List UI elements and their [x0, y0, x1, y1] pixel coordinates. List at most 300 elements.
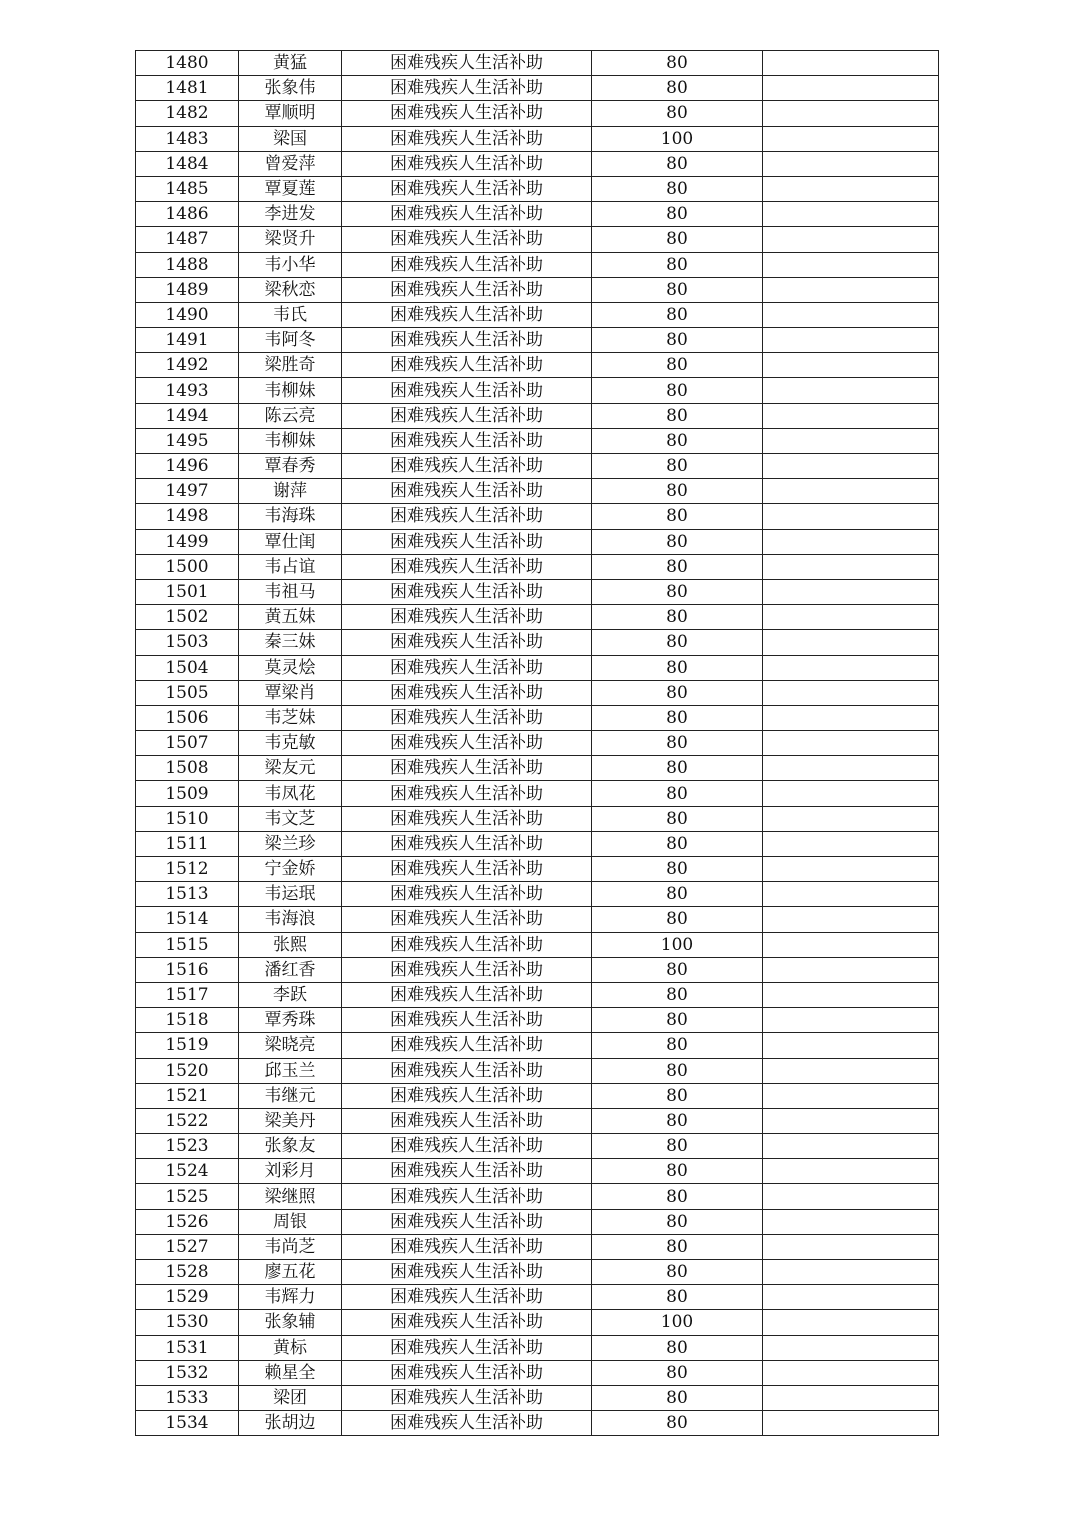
- row-number-cell: 1499: [136, 529, 239, 554]
- note-cell: [763, 504, 939, 529]
- subsidy-type-cell: 困难残疾人生活补助: [342, 428, 592, 453]
- row-number-cell: 1522: [136, 1108, 239, 1133]
- amount-cell: 80: [592, 982, 763, 1007]
- amount-cell: 80: [592, 529, 763, 554]
- amount-cell: 80: [592, 554, 763, 579]
- subsidy-type-cell: 困难残疾人生活补助: [342, 907, 592, 932]
- subsidy-type-cell: 困难残疾人生活补助: [342, 731, 592, 756]
- note-cell: [763, 705, 939, 730]
- table-row: [136, 781, 939, 806]
- name-cell: 梁晓亮: [239, 1033, 342, 1058]
- note-cell: [763, 831, 939, 856]
- subsidy-type-cell: 困难残疾人生活补助: [342, 1234, 592, 1259]
- table-row: [136, 176, 939, 201]
- table-row: [136, 705, 939, 730]
- name-cell: 黄五妹: [239, 605, 342, 630]
- subsidy-type-cell: 困难残疾人生活补助: [342, 101, 592, 126]
- note-cell: [763, 882, 939, 907]
- amount-cell: 80: [592, 454, 763, 479]
- table-row: [136, 907, 939, 932]
- name-cell: 韦芝妹: [239, 705, 342, 730]
- note-cell: [763, 151, 939, 176]
- name-cell: 梁胜奇: [239, 353, 342, 378]
- row-number-cell: 1501: [136, 579, 239, 604]
- subsidy-sheet: [135, 50, 939, 1436]
- row-number-cell: 1518: [136, 1008, 239, 1033]
- note-cell: [763, 806, 939, 831]
- table-row: [136, 554, 939, 579]
- table-row: [136, 882, 939, 907]
- table-row: [136, 605, 939, 630]
- row-number-cell: 1520: [136, 1058, 239, 1083]
- subsidy-type-cell: 困难残疾人生活补助: [342, 1385, 592, 1410]
- amount-cell: 80: [592, 1159, 763, 1184]
- name-cell: 覃仕闺: [239, 529, 342, 554]
- name-cell: 梁贤升: [239, 227, 342, 252]
- note-cell: [763, 529, 939, 554]
- row-number-cell: 1528: [136, 1260, 239, 1285]
- table-row: [136, 1360, 939, 1385]
- name-cell: 韦海珠: [239, 504, 342, 529]
- subsidy-type-cell: 困难残疾人生活补助: [342, 857, 592, 882]
- row-number-cell: 1504: [136, 655, 239, 680]
- amount-cell: 80: [592, 1008, 763, 1033]
- note-cell: [763, 353, 939, 378]
- table-row: [136, 806, 939, 831]
- row-number-cell: 1495: [136, 428, 239, 453]
- note-cell: [763, 1058, 939, 1083]
- amount-cell: 80: [592, 579, 763, 604]
- name-cell: 宁金娇: [239, 857, 342, 882]
- table-row: [136, 378, 939, 403]
- row-number-cell: 1531: [136, 1335, 239, 1360]
- note-cell: [763, 1159, 939, 1184]
- table-row: [136, 101, 939, 126]
- note-cell: [763, 1260, 939, 1285]
- table-row: [136, 1159, 939, 1184]
- amount-cell: 80: [592, 731, 763, 756]
- subsidy-type-cell: 困难残疾人生活补助: [342, 176, 592, 201]
- subsidy-type-cell: 困难残疾人生活补助: [342, 151, 592, 176]
- subsidy-type-cell: 困难残疾人生活补助: [342, 1310, 592, 1335]
- name-cell: 韦尚芝: [239, 1234, 342, 1259]
- name-cell: 梁继照: [239, 1184, 342, 1209]
- subsidy-type-cell: 困难残疾人生活补助: [342, 806, 592, 831]
- note-cell: [763, 781, 939, 806]
- name-cell: 韦克敏: [239, 731, 342, 756]
- row-number-cell: 1485: [136, 176, 239, 201]
- row-number-cell: 1483: [136, 126, 239, 151]
- row-number-cell: 1480: [136, 51, 239, 76]
- row-number-cell: 1512: [136, 857, 239, 882]
- name-cell: 梁美丹: [239, 1108, 342, 1133]
- row-number-cell: 1519: [136, 1033, 239, 1058]
- subsidy-type-cell: 困难残疾人生活补助: [342, 1108, 592, 1133]
- table-row: [136, 403, 939, 428]
- subsidy-type-cell: 困难残疾人生活补助: [342, 1134, 592, 1159]
- table-row: [136, 353, 939, 378]
- table-row: [136, 328, 939, 353]
- name-cell: 梁兰珍: [239, 831, 342, 856]
- subsidy-type-cell: 困难残疾人生活补助: [342, 1209, 592, 1234]
- note-cell: [763, 403, 939, 428]
- table-row: [136, 126, 939, 151]
- name-cell: 覃梁肖: [239, 680, 342, 705]
- name-cell: 莫灵烩: [239, 655, 342, 680]
- name-cell: 张象友: [239, 1134, 342, 1159]
- subsidy-type-cell: 困难残疾人生活补助: [342, 403, 592, 428]
- note-cell: [763, 1411, 939, 1436]
- row-number-cell: 1530: [136, 1310, 239, 1335]
- table-row: [136, 857, 939, 882]
- name-cell: 黄猛: [239, 51, 342, 76]
- amount-cell: 80: [592, 202, 763, 227]
- amount-cell: 80: [592, 1134, 763, 1159]
- row-number-cell: 1502: [136, 605, 239, 630]
- subsidy-type-cell: 困难残疾人生活补助: [342, 1083, 592, 1108]
- amount-cell: 80: [592, 252, 763, 277]
- row-number-cell: 1484: [136, 151, 239, 176]
- table-row: [136, 1083, 939, 1108]
- row-number-cell: 1492: [136, 353, 239, 378]
- subsidy-type-cell: 困难残疾人生活补助: [342, 1335, 592, 1360]
- subsidy-type-cell: 困难残疾人生活补助: [342, 756, 592, 781]
- row-number-cell: 1514: [136, 907, 239, 932]
- note-cell: [763, 655, 939, 680]
- subsidy-type-cell: 困难残疾人生活补助: [342, 882, 592, 907]
- table-row: [136, 479, 939, 504]
- amount-cell: 80: [592, 101, 763, 126]
- table-row: [136, 1058, 939, 1083]
- name-cell: 张胡边: [239, 1411, 342, 1436]
- subsidy-type-cell: 困难残疾人生活补助: [342, 1411, 592, 1436]
- name-cell: 梁国: [239, 126, 342, 151]
- name-cell: 覃秀珠: [239, 1008, 342, 1033]
- row-number-cell: 1487: [136, 227, 239, 252]
- subsidy-type-cell: 困难残疾人生活补助: [342, 1058, 592, 1083]
- name-cell: 覃夏莲: [239, 176, 342, 201]
- subsidy-type-cell: 困难残疾人生活补助: [342, 957, 592, 982]
- subsidy-type-cell: 困难残疾人生活补助: [342, 378, 592, 403]
- amount-cell: 80: [592, 328, 763, 353]
- note-cell: [763, 277, 939, 302]
- amount-cell: 80: [592, 176, 763, 201]
- name-cell: 韦阿冬: [239, 328, 342, 353]
- note-cell: [763, 428, 939, 453]
- subsidy-type-cell: 困难残疾人生活补助: [342, 51, 592, 76]
- row-number-cell: 1498: [136, 504, 239, 529]
- note-cell: [763, 907, 939, 932]
- note-cell: [763, 731, 939, 756]
- note-cell: [763, 378, 939, 403]
- table-row: [136, 655, 939, 680]
- row-number-cell: 1526: [136, 1209, 239, 1234]
- table-row: [136, 1260, 939, 1285]
- name-cell: 梁友元: [239, 756, 342, 781]
- note-cell: [763, 1310, 939, 1335]
- amount-cell: 80: [592, 831, 763, 856]
- name-cell: 周银: [239, 1209, 342, 1234]
- row-number-cell: 1524: [136, 1159, 239, 1184]
- amount-cell: 80: [592, 1209, 763, 1234]
- subsidy-type-cell: 困难残疾人生活补助: [342, 1033, 592, 1058]
- note-cell: [763, 202, 939, 227]
- amount-cell: 80: [592, 756, 763, 781]
- name-cell: 梁秋恋: [239, 277, 342, 302]
- table-row: [136, 1285, 939, 1310]
- amount-cell: 80: [592, 957, 763, 982]
- subsidy-type-cell: 困难残疾人生活补助: [342, 605, 592, 630]
- table-row: [136, 1411, 939, 1436]
- note-cell: [763, 857, 939, 882]
- subsidy-type-cell: 困难残疾人生活补助: [342, 76, 592, 101]
- row-number-cell: 1500: [136, 554, 239, 579]
- name-cell: 张象伟: [239, 76, 342, 101]
- amount-cell: 80: [592, 1033, 763, 1058]
- table-row: [136, 1234, 939, 1259]
- amount-cell: 80: [592, 504, 763, 529]
- amount-cell: 80: [592, 1285, 763, 1310]
- name-cell: 梁团: [239, 1385, 342, 1410]
- row-number-cell: 1493: [136, 378, 239, 403]
- table-row: [136, 454, 939, 479]
- subsidy-type-cell: 困难残疾人生活补助: [342, 479, 592, 504]
- row-number-cell: 1482: [136, 101, 239, 126]
- amount-cell: 80: [592, 630, 763, 655]
- table-row: [136, 579, 939, 604]
- table-row: [136, 76, 939, 101]
- subsidy-type-cell: 困难残疾人生活补助: [342, 504, 592, 529]
- row-number-cell: 1532: [136, 1360, 239, 1385]
- table-row: [136, 630, 939, 655]
- table-row: [136, 151, 939, 176]
- note-cell: [763, 1285, 939, 1310]
- amount-cell: 80: [592, 1108, 763, 1133]
- amount-cell: 80: [592, 680, 763, 705]
- table-row: [136, 680, 939, 705]
- subsidy-type-cell: 困难残疾人生活补助: [342, 655, 592, 680]
- subsidy-type-cell: 困难残疾人生活补助: [342, 328, 592, 353]
- note-cell: [763, 957, 939, 982]
- row-number-cell: 1533: [136, 1385, 239, 1410]
- amount-cell: 80: [592, 1234, 763, 1259]
- amount-cell: 80: [592, 1385, 763, 1410]
- name-cell: 刘彩月: [239, 1159, 342, 1184]
- table-row: [136, 982, 939, 1007]
- amount-cell: 80: [592, 227, 763, 252]
- row-number-cell: 1494: [136, 403, 239, 428]
- name-cell: 韦小华: [239, 252, 342, 277]
- row-number-cell: 1525: [136, 1184, 239, 1209]
- note-cell: [763, 328, 939, 353]
- row-number-cell: 1481: [136, 76, 239, 101]
- subsidy-type-cell: 困难残疾人生活补助: [342, 1285, 592, 1310]
- note-cell: [763, 1083, 939, 1108]
- amount-cell: 80: [592, 151, 763, 176]
- note-cell: [763, 1234, 939, 1259]
- note-cell: [763, 1335, 939, 1360]
- note-cell: [763, 630, 939, 655]
- name-cell: 韦占谊: [239, 554, 342, 579]
- amount-cell: 80: [592, 907, 763, 932]
- subsidy-type-cell: 困难残疾人生活补助: [342, 932, 592, 957]
- amount-cell: 80: [592, 605, 763, 630]
- note-cell: [763, 1108, 939, 1133]
- table-row: [136, 51, 939, 76]
- note-cell: [763, 76, 939, 101]
- subsidy-type-cell: 困难残疾人生活补助: [342, 781, 592, 806]
- note-cell: [763, 1360, 939, 1385]
- table-row: [136, 227, 939, 252]
- table-row: [136, 1108, 939, 1133]
- amount-cell: 80: [592, 655, 763, 680]
- table-row: [136, 302, 939, 327]
- name-cell: 谢萍: [239, 479, 342, 504]
- table-body: [136, 51, 939, 1436]
- table-row: [136, 277, 939, 302]
- name-cell: 廖五花: [239, 1260, 342, 1285]
- row-number-cell: 1523: [136, 1134, 239, 1159]
- amount-cell: 80: [592, 1058, 763, 1083]
- amount-cell: 100: [592, 126, 763, 151]
- amount-cell: 100: [592, 932, 763, 957]
- note-cell: [763, 680, 939, 705]
- amount-cell: 80: [592, 51, 763, 76]
- row-number-cell: 1491: [136, 328, 239, 353]
- subsidy-type-cell: 困难残疾人生活补助: [342, 630, 592, 655]
- row-number-cell: 1510: [136, 806, 239, 831]
- row-number-cell: 1508: [136, 756, 239, 781]
- note-cell: [763, 51, 939, 76]
- row-number-cell: 1534: [136, 1411, 239, 1436]
- name-cell: 韦运珉: [239, 882, 342, 907]
- subsidy-type-cell: 困难残疾人生活补助: [342, 227, 592, 252]
- note-cell: [763, 126, 939, 151]
- table-row: [136, 1134, 939, 1159]
- note-cell: [763, 1184, 939, 1209]
- amount-cell: 80: [592, 76, 763, 101]
- note-cell: [763, 176, 939, 201]
- subsidy-type-cell: 困难残疾人生活补助: [342, 680, 592, 705]
- table-row: [136, 756, 939, 781]
- note-cell: [763, 579, 939, 604]
- row-number-cell: 1516: [136, 957, 239, 982]
- table-row: [136, 1385, 939, 1410]
- subsidy-type-cell: 困难残疾人生活补助: [342, 1159, 592, 1184]
- name-cell: 韦凤花: [239, 781, 342, 806]
- name-cell: 张象辅: [239, 1310, 342, 1335]
- amount-cell: 80: [592, 1184, 763, 1209]
- subsidy-type-cell: 困难残疾人生活补助: [342, 454, 592, 479]
- subsidy-type-cell: 困难残疾人生活补助: [342, 277, 592, 302]
- subsidy-type-cell: 困难残疾人生活补助: [342, 252, 592, 277]
- subsidy-type-cell: 困难残疾人生活补助: [342, 1008, 592, 1033]
- row-number-cell: 1497: [136, 479, 239, 504]
- row-number-cell: 1507: [136, 731, 239, 756]
- amount-cell: 80: [592, 857, 763, 882]
- row-number-cell: 1496: [136, 454, 239, 479]
- subsidy-type-cell: 困难残疾人生活补助: [342, 353, 592, 378]
- subsidy-type-cell: 困难残疾人生活补助: [342, 302, 592, 327]
- row-number-cell: 1489: [136, 277, 239, 302]
- name-cell: 韦柳妹: [239, 428, 342, 453]
- amount-cell: 80: [592, 705, 763, 730]
- name-cell: 李进发: [239, 202, 342, 227]
- amount-cell: 80: [592, 479, 763, 504]
- table-row: [136, 428, 939, 453]
- amount-cell: 80: [592, 1335, 763, 1360]
- note-cell: [763, 1134, 939, 1159]
- row-number-cell: 1527: [136, 1234, 239, 1259]
- note-cell: [763, 479, 939, 504]
- name-cell: 韦海浪: [239, 907, 342, 932]
- table-row: [136, 529, 939, 554]
- row-number-cell: 1529: [136, 1285, 239, 1310]
- amount-cell: 80: [592, 882, 763, 907]
- amount-cell: 80: [592, 781, 763, 806]
- row-number-cell: 1488: [136, 252, 239, 277]
- subsidy-type-cell: 困难残疾人生活补助: [342, 579, 592, 604]
- note-cell: [763, 605, 939, 630]
- subsidy-type-cell: 困难残疾人生活补助: [342, 1184, 592, 1209]
- name-cell: 张熙: [239, 932, 342, 957]
- amount-cell: 80: [592, 277, 763, 302]
- table-row: [136, 504, 939, 529]
- row-number-cell: 1505: [136, 680, 239, 705]
- amount-cell: 80: [592, 1360, 763, 1385]
- subsidy-type-cell: 困难残疾人生活补助: [342, 982, 592, 1007]
- table-row: [136, 932, 939, 957]
- row-number-cell: 1509: [136, 781, 239, 806]
- name-cell: 陈云亮: [239, 403, 342, 428]
- row-number-cell: 1503: [136, 630, 239, 655]
- name-cell: 邱玉兰: [239, 1058, 342, 1083]
- amount-cell: 80: [592, 403, 763, 428]
- name-cell: 覃顺明: [239, 101, 342, 126]
- subsidy-type-cell: 困难残疾人生活补助: [342, 831, 592, 856]
- note-cell: [763, 252, 939, 277]
- amount-cell: 100: [592, 1310, 763, 1335]
- note-cell: [763, 454, 939, 479]
- note-cell: [763, 302, 939, 327]
- table-row: [136, 831, 939, 856]
- table-row: [136, 202, 939, 227]
- table-row: [136, 1008, 939, 1033]
- name-cell: 黄标: [239, 1335, 342, 1360]
- row-number-cell: 1506: [136, 705, 239, 730]
- note-cell: [763, 932, 939, 957]
- amount-cell: 80: [592, 302, 763, 327]
- subsidy-type-cell: 困难残疾人生活补助: [342, 529, 592, 554]
- table-row: [136, 252, 939, 277]
- note-cell: [763, 1008, 939, 1033]
- row-number-cell: 1486: [136, 202, 239, 227]
- table-row: [136, 731, 939, 756]
- table-row: [136, 1335, 939, 1360]
- amount-cell: 80: [592, 378, 763, 403]
- row-number-cell: 1513: [136, 882, 239, 907]
- amount-cell: 80: [592, 1083, 763, 1108]
- subsidy-type-cell: 困难残疾人生活补助: [342, 126, 592, 151]
- table-row: [136, 1310, 939, 1335]
- subsidy-type-cell: 困难残疾人生活补助: [342, 705, 592, 730]
- note-cell: [763, 101, 939, 126]
- amount-cell: 80: [592, 428, 763, 453]
- name-cell: 潘红香: [239, 957, 342, 982]
- table-row: [136, 1209, 939, 1234]
- subsidy-type-cell: 困难残疾人生活补助: [342, 554, 592, 579]
- table-row: [136, 1033, 939, 1058]
